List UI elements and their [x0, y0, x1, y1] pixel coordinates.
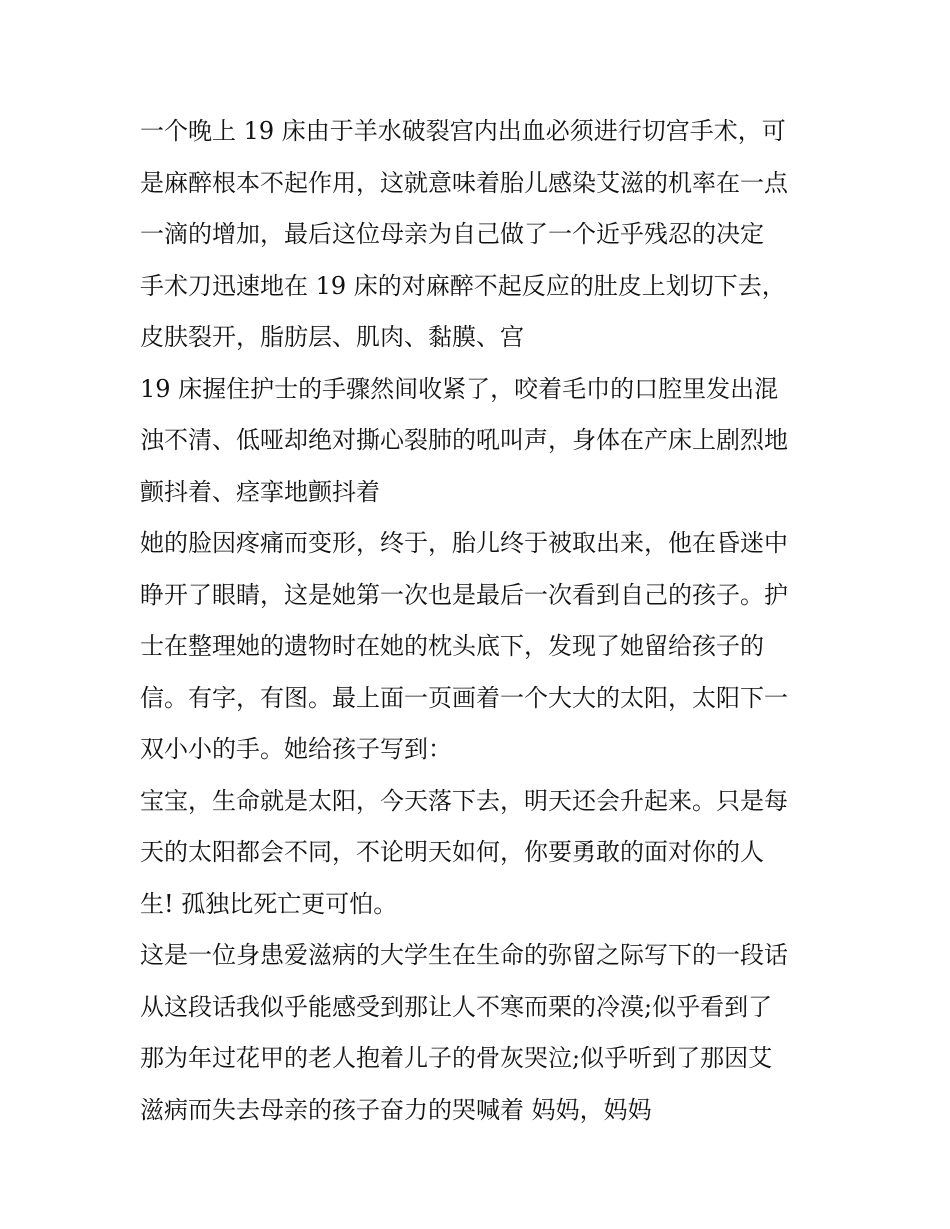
text-line: 手术刀迅速地在 19 床的对麻醉不起反应的肚皮上划切下去，	[140, 271, 786, 300]
text-line: 士在整理她的遗物时在她的枕头底下，发现了她留给孩子的	[140, 632, 764, 660]
document-body	[140, 106, 830, 1136]
text-line: 浊不清、低哑却绝对撕心裂肺的吼叫声，身体在产床上剧烈地	[140, 426, 788, 454]
text-line: 这是一位身患爱滋病的大学生在生命的弥留之际写下的一段话	[140, 941, 788, 969]
text-line: 宝宝，生命就是太阳，今天落下去，明天还会升起来。只是每	[140, 786, 788, 815]
text-line: 生! 孤独比死亡更可怕。	[140, 889, 398, 918]
text-line: 信。有字，有图。最上面一页画着一个大大的太阳，太阳下一	[140, 683, 788, 712]
text-line: 天的太阳都会不同，不论明天如何，你要勇敢的面对你的人	[140, 838, 764, 866]
text-line: 一个晚上 19 床由于羊水破裂宫内出血必须进行切宫手术，可	[140, 117, 786, 145]
text-line: 睁开了眼睛，这是她第一次也是最后一次看到自己的孩子。护	[140, 580, 788, 609]
text-line: 是麻醉根本不起作用，这就意味着胎儿感染艾滋的机率在一点	[140, 168, 788, 197]
text-line: 双小小的手。她给孩子写到：	[140, 735, 452, 763]
text-line: 颤抖着、痉挛地颤抖着	[140, 477, 380, 506]
text-line: 那为年过花甲的老人抱着儿子的骨灰哭泣;似乎听到了那因艾	[140, 1044, 773, 1072]
text-line: 滋病而失去母亲的孩子奋力的哭喊着 妈妈，妈妈	[140, 1095, 652, 1124]
text-line: 皮肤裂开，脂肪层、肌肉、黏膜、宫	[140, 323, 524, 351]
text-line: 19 床握住护士的手骤然间收紧了，咬着毛巾的口腔里发出混	[140, 374, 779, 403]
text-line: 从这段话我似乎能感受到那让人不寒而栗的冷漠;似乎看到了	[140, 992, 773, 1021]
text-line: 一滴的增加，最后这位母亲为自己做了一个近乎残忍的决定	[140, 220, 764, 248]
text-line: 她的脸因疼痛而变形，终于，胎儿终于被取出来，他在昏迷中	[140, 529, 788, 557]
